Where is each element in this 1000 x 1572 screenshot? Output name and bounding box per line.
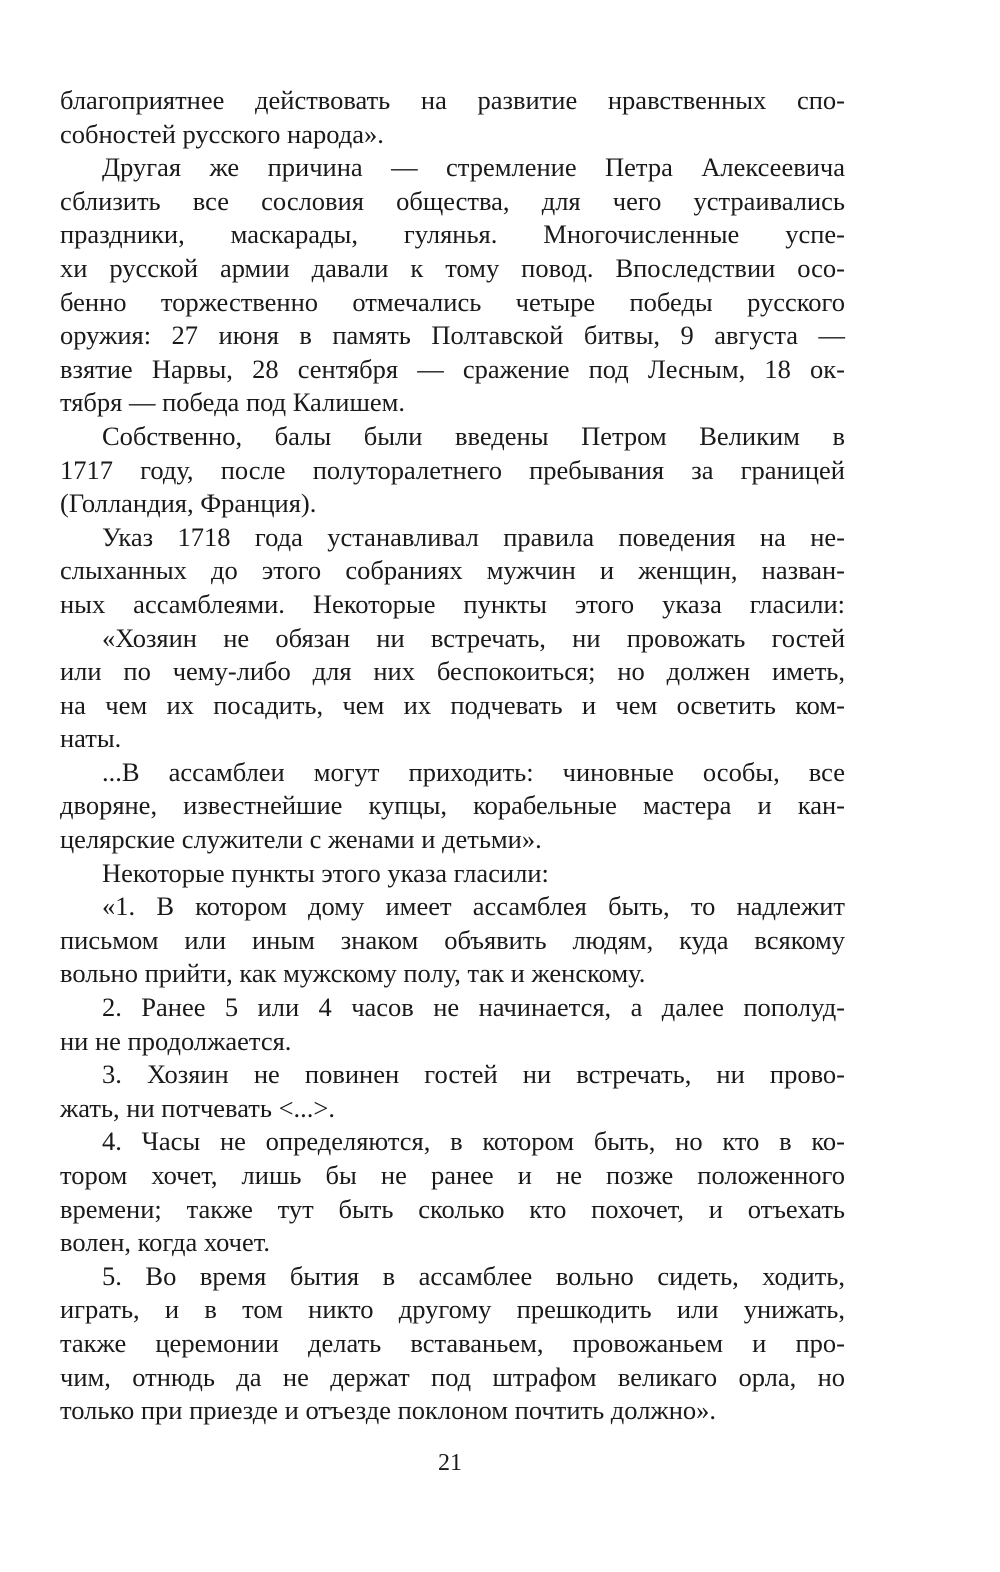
text-line: ...В ассамблеи могут приходить: чиновные особы, все	[102, 756, 845, 787]
text-line: тором хочет, лишь бы не ранее и не позже положенного	[60, 1160, 845, 1190]
text-line: наты.	[60, 723, 122, 754]
text-line: только при приезде и отъезде поклоном почтить должно».	[60, 1395, 717, 1426]
text-line: ни не продолжается.	[60, 1025, 292, 1056]
text-line: играть, и в том никто другому прешкодить или унижать,	[60, 1294, 845, 1325]
paragraph	[60, 991, 845, 1058]
body-text	[60, 84, 845, 1428]
text-line: Собственно, балы были введены Петром Великим в	[102, 420, 845, 451]
text-line: «Хозяин не обязан ни встречать, ни провожать гостей	[102, 622, 845, 653]
text-line: хи русской армии давали к тому повод. Впоследствии осо-	[60, 252, 845, 283]
text-line: чим, отнюдь да не держат под штрафом великаго орла, но	[60, 1361, 845, 1392]
paragraph	[60, 521, 845, 622]
text-line: слыханных до этого собраниях мужчин и женщин, назван-	[60, 555, 845, 586]
text-line: 3. Хозяин не повинен гостей ни встречать, ни прово-	[102, 1059, 845, 1090]
paragraph	[60, 84, 845, 151]
paragraph	[60, 1125, 845, 1259]
text-line: вольно прийти, как мужскому полу, так и женскому.	[60, 958, 646, 989]
paragraph	[60, 857, 845, 891]
paragraph	[60, 420, 845, 521]
text-line: 4. Часы не определяются, в котором быть, но кто в ко-	[102, 1126, 845, 1157]
text-line: целярские служители с женами и детьми».	[60, 824, 542, 855]
paragraph	[60, 1260, 845, 1428]
text-line: бенно торжественно отмечались четыре победы русского	[60, 286, 845, 317]
text-line: или по чему-либо для них беспокоиться; но должен иметь,	[60, 656, 845, 687]
text-line: оружия: 27 июня в память Полтавской битвы, 9 августа —	[60, 320, 845, 351]
text-line: 1717 году, после полуторалетнего пребывания за границей	[60, 454, 845, 485]
text-line: сблизить все сословия общества, для чего устраивались	[60, 185, 845, 216]
paragraph	[60, 622, 845, 756]
text-line: благоприятнее действовать на развитие нравственных спо-	[60, 85, 845, 115]
text-line: волен, когда хочет.	[60, 1227, 270, 1258]
text-line: Указ 1718 года устанавливал правила поведения на не-	[102, 521, 845, 552]
paragraph	[60, 890, 845, 991]
text-line: письмом или иным знаком объявить людям, куда всякому	[60, 924, 845, 955]
text-line: Некоторые пункты этого указа гласили:	[102, 857, 549, 888]
page-number: 21	[438, 1450, 462, 1476]
text-line: тября — победа под Калишем.	[60, 387, 406, 418]
text-line: (Голландия, Франция).	[60, 488, 317, 519]
text-line: 5. Во время бытия в ассамблее вольно сидеть, ходить,	[102, 1260, 845, 1291]
paragraph	[60, 151, 845, 420]
text-line: жать, ни потчевать <...>.	[60, 1092, 335, 1123]
text-line: Другая же причина — стремление Петра Алексеевича	[102, 152, 845, 183]
text-line: времени; также тут быть сколько кто похочет, и отъехать	[60, 1193, 845, 1224]
text-line: собностей русского народа».	[60, 118, 384, 149]
paragraph	[60, 1058, 845, 1125]
text-line: «1. В котором дому имеет ассамблея быть, то надлежит	[102, 891, 845, 922]
text-line: ных ассамблеями. Некоторые пункты этого указа гласили:	[60, 588, 845, 619]
text-line: дворяне, известнейшие купцы, корабельные мастера и кан-	[60, 790, 845, 821]
text-line: также церемонии делать вставаньем, провожаньем и про-	[60, 1327, 845, 1358]
paragraph	[60, 756, 845, 857]
text-line: 2. Ранее 5 или 4 часов не начинается, а далее пополуд-	[102, 992, 845, 1023]
text-line: на чем их посадить, чем их подчевать и чем осветить ком-	[60, 689, 845, 720]
text-line: взятие Нарвы, 28 сентября — сражение под Лесным, 18 ок-	[60, 353, 845, 384]
text-line: праздники, маскарады, гулянья. Многочисленные успе-	[60, 219, 845, 250]
